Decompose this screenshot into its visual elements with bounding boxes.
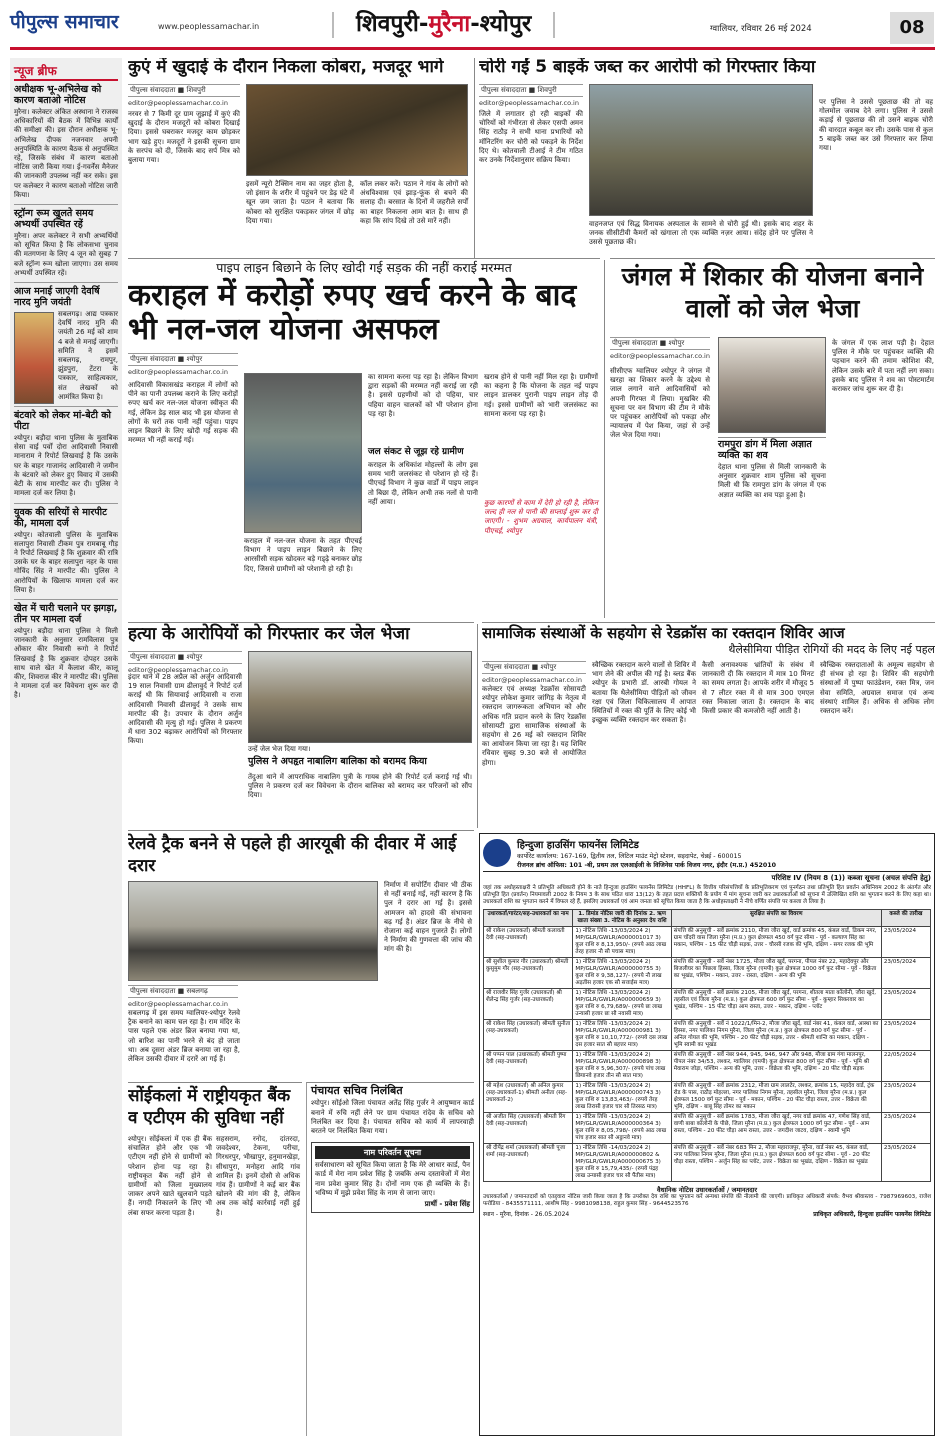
bikes-col-1: जिले में लगातार हो रही बाइकों की चोरियों को गंभीरता से लेकर एसपी अमन सिंह राठौड़ ने सभी थाना प्रभारियों को मॉनिटरिंग कर चोरी को पकड़ने के निर्देश दिए थे। कोतवाली टीआई ने टीम गठित कर उनके निर्देशानुसार सक्रिय किया। bbox=[479, 110, 583, 165]
rail-underbridge-story bbox=[128, 830, 474, 1078]
notice-footer-head: वैधानिक नोटिस उधारकर्ताओं / जमानतदार bbox=[656, 1186, 758, 1194]
notice-cell: 1) नोटिस तिथि -13/03/2024 2) MP/GLR/GWLR/A000000981 3) कुल राशि रु 10,10,772/- (रुपये दस लाख दस हजार सात सौ बहत्तर मात्र) bbox=[573, 1020, 671, 1051]
table-row bbox=[484, 1020, 931, 1051]
possession-date-cell: 23/05/2024 bbox=[881, 1144, 930, 1182]
blood-col-1: कलेक्टर एवं अध्यक्ष रेडक्रॉस सोसायटी श्योपुर लोकेश कुमार जांगिड़ के नेतृत्व में रक्तदान जागरूकता अभियान को और अधिक गति प्रदान करने के लिए रेडक्रॉस सोसायटी द्वारा सामाजिक संस्थाओं के सहयोग से 26 मई को रक्तदान शिविर का आयोजन किया जा रहा है। यह शिविर रविवार सुबह 9.30 बजे से आयोजित होगा। bbox=[482, 685, 586, 767]
email: editor@peoplessamachar.co.in bbox=[128, 1000, 228, 1008]
pipeline-photo bbox=[244, 373, 362, 533]
brief-body: सबलगढ़। आद्य पत्रकार देवर्षि नारद मुनि की जयंती 26 मई को शाम 4 बजे से मनाई जाएगी। समिति ने इसमें सबलगढ़, रामपुर, झुंडपुरा, टेंटरा के पत्रकार, साहित्यकार, संत लेखकों को आमंत्रित किया है। bbox=[58, 310, 118, 401]
name-change-sign: प्रार्थी - प्रवेश सिंह bbox=[424, 1199, 470, 1208]
table-row bbox=[484, 1051, 931, 1082]
brief-body: श्योपुर। कोतवाली पुलिस के मुताबिक सलापुरा निवासी टीकम पुत्र रामबाबू गौड़ ने रिपोर्ट लिखवाई है कि शुक्रवार की रात्रि उसके घर के बाहर सलापुरा नहर के पास गोविंद सिंह ने मारपीट की। पुलिस ने आरोपियों के खिलाफ मामला दर्ज कर लिया है। bbox=[14, 530, 118, 594]
blood-col-2: स्वैच्छिक रक्तदान करने वालों से शिविर में भाग लेने की अपील की गई है। ब्लड बैंक श्योपुर के प्रभारी डॉ. आरबी गोयल ने बताया कि थैलेसीमिया पीड़ितों को जीवन रक्षा एवं जिला चिकित्सालय में आपात स्थितियों में रक्त की पूर्ति के लिए कोई भी इच्छुक व्यक्ति रक्तदान कर सकता है। bbox=[592, 661, 696, 725]
notice-footer-text: उधारकर्ताओं / जमानतदारों को एतद्द्वारा नोटिस जारी किया जाता है कि उपरोक्त देय राशि का भुगतान करें अन्यथा संपत्ति की नीलामी की जाएगी। प्राधिकृत अधिकारी संपर्क: वैभव श्रीवास्तव - 7987969603, राजेश फरोडिया - 8435571111, आशीष सिंह - 9981098138, राहुल कुमार सिंह - 9644523576 bbox=[483, 1194, 931, 1207]
pipeline-quote: कुछ कारणों से काम में देरी हो रही है, लेकिन जल्द ही नल से पानी की सप्लाई शुरू कर दी जाएगी। - शुभम अग्रवाल, कार्यपालन यंत्री, पीएचई, श्योपुर bbox=[484, 499, 598, 535]
bank-story bbox=[128, 1082, 302, 1436]
bikes-photo bbox=[589, 84, 813, 216]
hinduja-possession-notice bbox=[479, 833, 935, 1436]
notice-intro: जहां तक अधोहस्ताक्षरी ने प्रतिभूति अधिकारी होने के नाते हिन्दुजा हाउसिंग फायनेंस लिमिटेड (HHFL) के वित्तीय परिसंपत्तियों के प्रतिभूतिकरण एवं पुनर्गठन तथा प्रतिभूति हित प्रवर्तन अधिनियम 2002 के अंतर्गत और प्रतिभूति हित (प्रवर्तन) नियमावली 2002 के नियम 3 के साथ पठित धारा 13(12) के तहत प्रदत्त शक्तियों के प्रयोग में मांग सूचना जारी कर उधारकर्ताओं को सूचना में उल्लिखित राशि का भुगतान करने के लिए कहा था। उधारकर्ता राशि का भुगतान करने में विफल रहे हैं, इसलिए उधारकर्ता एवं आम जनता को सूचित किया जाता है कि अधोहस्ताक्षरी ने नीचे वर्णित संपत्ति पर कब्जा ले लिया है। bbox=[483, 885, 931, 905]
region-title: शिवपुरी-मुरैना-श्योपुर bbox=[332, 12, 555, 38]
hunting-col-3: देहात थाना पुलिस से मिली जानकारी के अनुसार शुक्रवार शाम पुलिस को सूचना मिली थी कि रामपुरा डांग के जंगल में एक अज्ञात व्यक्ति का शव पड़ा हुआ है। bbox=[718, 463, 826, 499]
byline: पीपुल्स संवाददाता ■ सबलगढ़ bbox=[128, 985, 238, 998]
brief-body: श्योपुर। बड़ौदा थाना पुलिस के मुताबिक सेसा वाई पर्वों दोरा आदिवासी निवासी मानाराम ने रिपोर्ट लिखवाई है कि उसके घर के बाहर गाजानंद आदिवासी ने जमीन के बंटवारे को लेकर हुए विवाद में उसकी बेटी के साथ मारपीट कर दी। पुलिस ने मामला दर्ज कर लिया है। bbox=[14, 434, 118, 498]
cobra-col-2: इसमें न्यूरो टैक्सिन नाम का जहर होता है, जो इंसान के शरीर में पहुंचने पर डेढ़ घंटे में खून जम जाता है। पठान ने बताया कि कोबरा को सुरक्षित पकड़कर जंगल में छोड़ दिया गया। bbox=[246, 180, 354, 225]
hinduja-logo-icon bbox=[483, 839, 511, 867]
panchayat-story bbox=[306, 1082, 474, 1436]
property-cell: संपत्ति की अनुसूची - सर्वे क्रमांक 2312, मौजा ग्राम लालटेर, लश्कर, क्रमांक 15, महादेव वार्ड, ट्रंक रोड के पास, राठौड़ मोहल्ला, नगर पालिका निगम मुरैना, तहसील मुरैना, जिला मुरैना (म.प्र.) कुल क्षेत्रफल 1500 वर्ग फुट सीमा - पूर्व - मकान, पश्चिम - 20 फीट चौड़ा रास्ता, उत्तर - विक्रेता की भूमि, दक्षिण - बाबू सिंह तोमर का मकान bbox=[671, 1082, 881, 1113]
possession-date-cell: 23/05/2024 bbox=[881, 958, 930, 989]
bikes-side-col: पर पुलिस ने उससे पूछताछ की तो वह गोलमोल जवाब देने लगा। पुलिस ने उससे कड़ाई से पूछताछ की तो उसने बाइक चोरी की वारदात कबूल कर ली। उसके पास से कुल 5 बाइकें जब्त कर उसे गिरफ्तार कर लिया गया। bbox=[819, 98, 933, 153]
pipeline-col-4: खराब होने से पानी नहीं मिल रहा है। ग्रामीणों का कहना है कि योजना के तहत नई पाइप लाइन डालकर पुरानी पाइप लाइन तोड़ दी गई। इससे ग्रामीणों को भारी जलसंकट का सामना करना पड़ रहा है। bbox=[484, 373, 598, 418]
email: editor@peoplessamachar.co.in bbox=[128, 368, 228, 376]
notice-signatory: प्राधिकृत अधिकारी, हिन्दुजा हाउसिंग फायनेंस लिमिटेड bbox=[813, 1211, 931, 1218]
narad-muni-photo bbox=[14, 312, 54, 404]
table-row bbox=[484, 927, 931, 958]
blood-camp-story bbox=[482, 622, 935, 830]
notice-address-1: कार्पोरेट कार्यालय: 167-169, द्वितीय तल, लिटिल माउंट मेट्रो स्टेशन, सइदापेट, चेन्नई - 600015 bbox=[517, 853, 742, 860]
property-cell: संपत्ति की अनुसूची - सर्वे नंबर 944, 945, 946, 947 और 948, मौजा ग्राम गंगा मालनपुर, पीपल नंबर 34/53, लश्कर, ग्वालियर (एमपी) कुल क्षेत्रफल 800 वर्ग फुट सीमा - पूर्व - भूमि श्री मेवाराम जोड़ा, पश्चिम - अन्य की भूमि, उत्तर - विक्रेता की भूमि, दक्षिण - 20 फीट चौड़ी सड़क bbox=[671, 1051, 881, 1082]
name-change-body: सर्वसाधारण को सूचित किया जाता है कि मेरे आधार कार्ड, पैन कार्ड में मेरा नाम प्रवेश सिंह है जबकि अन्य दस्तावेजों में मेरा नाम प्रवेश कुमार सिंह है। दोनों नाम एक ही व्यक्ति के हैं। भविष्य में मुझे प्रवेश सिंह के नाम से जाना जाए। bbox=[315, 1161, 470, 1197]
borrower-cell: श्री महेश (उधारकर्ता) श्री अनिल कुमार (सह-उधारकर्ता-1) श्रीमती अनीता (सह-उधारकर्ता-2) bbox=[484, 1082, 573, 1113]
table-row bbox=[484, 958, 931, 989]
notice-cell: 1) नोटिस तिथि -13/03/2024 2) MP/GLR/GWLR/A000000743 3) कुल राशि रु 13,83,463/- (रुपये तेरह लाख तिरासी हजार चार सौ तिरसठ मात्र) bbox=[573, 1082, 671, 1113]
brief-headline: आज मनाई जाएगी देवर्षि नारद मुनि जयंती bbox=[14, 286, 100, 309]
borrower-cell: श्री राकेश सिंह (उधारकर्ता) श्रीमती सुनीता (सह-उधारकर्ता) bbox=[484, 1020, 573, 1051]
column-header: 1. डिमांड नोटिस जारी की दिनांक 2. ऋण खाता संख्या 3. नोटिस के अनुसार देय राशि bbox=[573, 910, 671, 927]
page-number: 08 bbox=[890, 12, 934, 44]
column-rule bbox=[477, 624, 478, 828]
property-cell: संपत्ति की अनुसूची - सर्वे क्रमांक 2110, मौजा जौरा खुर्द, वार्ड क्रमांक 45, कंबल वार्ड, डिकम नगर, ग्राम चोंदरी वास जिला मुरैना (म.प्र.) कुल क्षेत्रफल 450 वर्ग फुट सीमा - पूर्व - कल्याण सिंह का मकान, पश्चिम - 15 फीट चौड़ी सड़क, उत्तर - चौरसी रजक की भूमि, दक्षिण - सगर रजक की भूमि bbox=[671, 927, 881, 958]
hunting-col-2: के जंगल में एक लाश पड़ी है। देहात पुलिस ने मौके पर पहुंचकर व्यक्ति की पहचान करने की तमाम कोशिश की, लेकिन उसके बारे में पता नहीं लग सका। इसके बाद पुलिस ने शव का पोस्टमार्टम कराकर जांच शुरू कर दी है। bbox=[832, 339, 934, 394]
borrower-cell: श्री अजीत सिंह (उधारकर्ता) श्रीमती रिंग देवी (सह-उधारकर्ता) bbox=[484, 1113, 573, 1144]
email: editor@peoplessamachar.co.in bbox=[479, 99, 579, 107]
email: editor@peoplessamachar.co.in bbox=[610, 352, 710, 360]
byline: पीपुल्स संवाददाता ■ श्योपुर bbox=[610, 337, 710, 350]
notice-place-date: स्थान - मुरैना, दिनांक - 26.05.2024 bbox=[483, 1211, 570, 1218]
hunting-headline: जंगल में शिकार की योजना बनाने वालों को जेल भेजा bbox=[621, 262, 924, 323]
brief-item bbox=[14, 84, 118, 200]
property-cell: संपत्ति की अनुसूची - सर्वे नंबर 683 मिन 2, मौजा महाराजपुर, मुरैना, वार्ड नंबर 45, कंबल वार्ड, नगर पालिका निगम मुरैना, जिला मुरैना (म.प्र.) कुल क्षेत्रफल 600 वर्ग फुट सीमा - पूर्व - 20 फीट चौड़ा रास्ता, पश्चिम - अर्जुन सिंह का प्लॉट, उत्तर - विक्रेता का भूखंड, दक्षिण - विक्रेता का भूखंड bbox=[671, 1144, 881, 1182]
masthead bbox=[10, 8, 935, 50]
rail-col-1: सबलगढ़ में इस समय ग्वालियर-श्योपुर रेलवे ट्रैक बनाने का काम चल रहा है। राम मंदिर के पास पहले एक अंडर ब्रिज बनाया गया था, जो बारिश का पानी भरने से बंद हो जाता था। अब दूसरा अंडर ब्रिज बनाया जा रहा है, लेकिन उसकी दीवार में दरारें आ गई हैं। bbox=[128, 1009, 240, 1064]
notice-company: हिन्दुजा हाउसिंग फायनेंस लिमिटेड bbox=[517, 840, 639, 851]
email: editor@peoplessamachar.co.in bbox=[128, 666, 228, 674]
column-header: कब्जे की तारीख bbox=[881, 910, 930, 927]
bikes-headline: चोरी गईं 5 बाइकें जब्त कर आरोपी को गिरफ्तार किया bbox=[479, 58, 816, 77]
brief-item bbox=[14, 599, 118, 701]
property-cell: संपत्ति की अनुसूची - सर्वे नंबर 1725, मौजा जौरा खुर्द, परगना, पीपल नंबर 22, महादेवपुर और बिजलीघर का पिछला हिस्सा, जिला मुरैना (एमपी) कुल क्षेत्रफल 1000 वर्ग फुट सीमा - पूर्व - विक्रेता का भूखंड, पश्चिम - मकान, उत्तर - रास्ता, दक्षिण - अन्य की भूमि bbox=[671, 958, 881, 989]
panchayat-headline: पंचायत सचिव निलंबित bbox=[311, 1084, 403, 1097]
brief-headline: खेत में चारी चलाने पर झगड़ा, तीन पर मामला दर्ज bbox=[14, 602, 118, 625]
bank-col-2: सहसराम, रनोद, दांतरदा, जवदेश्वर, टेकना, परीचा, गिरधरपुर, भीखापुर, हनुमानखेड़ा, सीधापुरा, मनोहरा आदि गांव शामिल हैं। इनमें दोसौ से अधिक गांव हैं। ग्रामीणों ने कई बार बैंक खोलने की मांग की है, लेकिन अब तक कोई कार्रवाई नहीं हुई है। bbox=[216, 1135, 300, 1217]
pipeline-story bbox=[128, 258, 600, 620]
property-cell: संपत्ति की अनुसूची - सर्वे क्रमांक 1783, मौजा जौरा खुर्द, नगर वार्ड क्रमांक 47, गणेश सिंह वार्ड, वाणी बाबा कॉलोनी के पीछे, जिला मुरैना (म.प्र.) कुल क्षेत्रफल 1000 वर्ग फुट सीमा - पूर्व - आम रास्ता, पश्चिम - 20 फीट चौड़ा आम रास्ता, उत्तर - जगदीश जाटव, दक्षिण - स्वामी भूमि bbox=[671, 1113, 881, 1144]
bank-headline: सोंईकलां में राष्ट्रीयकृत बैंक व एटीएम की सुविधा नहीं bbox=[128, 1086, 291, 1128]
hunting-col-1: सीसीएफ ग्वालियर श्योपुर ने जंगल में खरहा का शिकार करने के उद्देश्य से जाल लगाने वाले आदिवासियों को अपनी गिरफ्त में लिया। मुखबिर की सूचना पर वन विभाग की टीम ने मौके पर पहुंचकर आरोपियों को पकड़ा और न्यायालय में पेश किया, जहां से उन्हें जेल भेज दिया गया। bbox=[610, 367, 710, 440]
hunting-subhead: रामपुरा डांग में मिला अज्ञात व्यक्ति का शव bbox=[718, 437, 826, 461]
notice-header bbox=[483, 837, 931, 872]
property-cell: संपत्ति की अनुसूची - सर्वे नं 1022/1/मिन-2, मौजा जौरा खुर्द, वार्ड नंबर 41, कंबल वार्ड, आस्था का हिस्सा, नगर पालिका निगम मुरैना, जिला मुरैना (म.प्र.) कुल क्षेत्रफल 800 वर्ग फुट सीमा - पूर्व - अनिल गोयल की भूमि, पश्चिम - 20 फीट चौड़ी सड़क, उत्तर - श्रीमती शान्ति का मकान, दक्षिण - भूमि स्वामी का भूखंड bbox=[671, 1020, 881, 1051]
bank-col-1: श्योपुर। सोंईकलां में एक ही बैंक संचालित होने और एक भी एटीएम नहीं होने से ग्रामीणों को परेशान होना पड़ रहा है। राष्ट्रीयकृत बैंक नहीं होने से ग्रामीणों को जिला मुख्यालय जाकर अपने खाते खुलवाने पड़ते हैं। नगदी निकालने के लिए भी लंबा सफर करना पड़ता है। bbox=[128, 1135, 212, 1217]
brief-body: मुरैना। अपर कलेक्टर ने सभी अभ्यर्थियों को सूचित किया है कि लोकसभा चुनाव की मतगणना के लिए 4 जून को सुबह 7 बजे स्ट्रॉन्ग रूम खोला जाएगा। उस समय अभ्यर्थी उपस्थित रहें। bbox=[14, 232, 118, 277]
borrower-cell: श्री सुशील कुमार गौर (उधारकर्ता) श्रीमती कुसुमुम गौर (सह-उधारकर्ता) bbox=[484, 958, 573, 989]
notice-address-2: रीजनल ब्रांच ऑफिस: 101 -बी, प्रथम तल एलआईजी के विजिनेस पार्क विजय नगर, इंदौर (म.प्र.) 452010 bbox=[517, 862, 776, 869]
possession-date-cell: 22/05/2024 bbox=[881, 1051, 930, 1082]
brief-headline: बंटवारे को लेकर मां-बेटी को पीटा bbox=[14, 410, 111, 433]
notice-cell: 1) नोटिस तिथि -13/03/2024 2) MP/GLR/GWLR/A000000898 3) कुल राशि रु 5,96,307/- (रुपये पांच लाख छियानवे हजार तीन सौ सात मात्र) bbox=[573, 1051, 671, 1082]
murder-caption: उन्हें जेल भेज दिया गया। bbox=[248, 745, 311, 753]
table-row bbox=[484, 1144, 931, 1182]
brief-headline: अधीक्षक भू-अभिलेख को कारण बताओ नोटिस bbox=[14, 84, 102, 106]
email: editor@peoplessamachar.co.in bbox=[482, 676, 582, 684]
table-row bbox=[484, 989, 931, 1020]
cobra-photo bbox=[246, 84, 468, 176]
murder-subhead: पुलिस ने अपहृत नाबालिग बालिका को बरामद किया bbox=[248, 756, 427, 767]
blood-headline: सामाजिक संस्थाओं के सहयोग से रेडक्रॉस का रक्तदान शिविर आज bbox=[482, 624, 845, 642]
byline: पीपुल्स संवाददाता ■ श्योपुर bbox=[128, 353, 238, 366]
murder-photo bbox=[248, 651, 472, 743]
column-rule bbox=[604, 260, 605, 618]
notice-signoff bbox=[483, 1210, 931, 1218]
brief-body: श्योपुर। बड़ौदा थाना पुलिस ने मिली जानकारी के अनुसार रामविलास पुत्र ओंकार कीर निवासी रूगो ने रिपोर्ट लिखवाई है कि शुक्रवार दोपहर उसके साथ वाले खेत में कैलाश कीर, कालू कीर, शिवराज कीर ने मारपीट की। पुलिस ने मामला दर्ज कर विवेचना शुरू कर दी है। bbox=[14, 626, 118, 700]
hunting-photo bbox=[718, 337, 826, 433]
email: editor@peoplessamachar.co.in bbox=[128, 99, 228, 107]
paper-logo: पीपुल्स समाचार bbox=[10, 11, 119, 33]
possession-date-cell: 23/05/2024 bbox=[881, 1082, 930, 1113]
brief-headline: युवक की सरियों से मारपीट की, मामला दर्ज bbox=[14, 506, 107, 529]
hunting-story bbox=[610, 258, 935, 620]
brief-item bbox=[14, 406, 118, 498]
dateline: ग्वालियर, रविवार 26 मई 2024 bbox=[710, 24, 812, 34]
murder-story bbox=[128, 622, 474, 830]
table-row bbox=[484, 1113, 931, 1144]
possession-date-cell: 23/05/2024 bbox=[881, 1020, 930, 1051]
pipeline-headline: कराहल में करोड़ों रुपए खर्च करने के बाद भी नल-जल योजना असफल bbox=[128, 278, 577, 347]
brief-headline: स्ट्रॉन्ग रूम खुलते समय अभ्यर्थी उपस्थित रहें bbox=[14, 208, 94, 231]
notice-cell: 1) नोटिस तिथि -13/03/2024 2) MP/GLR/GWLR/A000000364 3) कुल राशि रु 8,05,798/- (रुपये आठ लाख पांच हजार सात सौ अट्ठानवे मात्र) bbox=[573, 1113, 671, 1144]
cobra-col-1: नरवर से 7 किमी दूर ग्राम जुझाई में कुएं की खुदाई के दौरान मजदूरों को कोबरा दिखाई दिया। इससे घबराकर मजदूर काम छोड़कर भाग खड़े हुए। मजदूरों ने इसकी सूचना ग्राम के सरपंच को दी, जिसके बाद सर्प मित्र को बुलाया गया। bbox=[128, 110, 240, 165]
possession-date-cell: 23/05/2024 bbox=[881, 989, 930, 1020]
site-url: www.peoplessamachar.in bbox=[158, 22, 260, 31]
pipeline-col-1: आदिवासी विकासखंड कराहल में लोगों को पीने का पानी उपलब्ध कराने के लिए करोड़ों रुपए खर्च कर नल-जल योजना स्वीकृत की गई, लेकिन डेढ़ साल बाद भी इस योजना से लोगों के घरों तक पानी नहीं पहुंचा। पाइप लाइन बिछाने के लिए खोदी गई सड़क की मरम्मत भी नहीं कराई गई। bbox=[128, 381, 238, 445]
pipeline-caption: कराहल में नल-जल योजना के तहत पीएचई विभाग ने पाइप लाइन बिछाने के लिए आरसीसी सड़क खोदकर बड़े गड्ढ़े बनाकर छोड़ दिए, जिससे ग्रामीणों को परेशानी हो रही है। bbox=[244, 537, 362, 573]
borrower-cell: श्री राकेश (उधारकर्ता) श्रीमती कलावती देवी (सह-उधारकर्ता) bbox=[484, 927, 573, 958]
table-row bbox=[484, 1082, 931, 1113]
possession-date-cell: 23/05/2024 bbox=[881, 1113, 930, 1144]
brief-body: मुरैना। कलेक्टर अंकित अस्थाना ने राजस्व अधिकारियों की बैठक में विभिन्न कार्यों की समीक्षा की। इस दौरान अधीक्षक भू-अभिलेख दीपक नजनवार अपनी अनुपस्थिति के कारण बैठक से अनुपस्थित रहे, जिसके संबंध में कारण बताओ नोटिस जारी किया गया। ई-गवर्नेंस मैनेजर की जानकारी उपलब्ध नहीं कर सके। इस पर कलेक्टर ने कारण बताओ नोटिस जारी किया। bbox=[14, 108, 118, 199]
pipeline-kicker: पाइप लाइन बिछाने के लिए खोदी गई सड़क की नहीं कराई मरम्मत bbox=[216, 260, 512, 275]
notice-table bbox=[483, 909, 931, 1182]
murder-headline: हत्या के आरोपियों को गिरफ्तार कर जेल भेजा bbox=[128, 624, 410, 644]
rail-headline: रेलवे ट्रैक बनने से पहले ही आरयूबी की दीवार में आई दरार bbox=[128, 834, 457, 876]
pipeline-subhead: जल संकट से जूझ रहे ग्रामीण bbox=[368, 447, 464, 457]
property-cell: संपत्ति की अनुसूची - सर्वे क्रमांक 2105, मौजा जौरा खुर्द, परगना, शीतला माता कॉलोनी, जौरा खुर्द, तहसील एवं जिला मुरैना (म.प्र.) कुल क्षेत्रफल 600 वर्ग फुट सीमा - पूर्व - कुम्हार सिकरवार का भूखंड, पश्चिम - 15 फीट चौड़ा आम रास्ता, उत्तर - मकान, दक्षिण - प्लॉट bbox=[671, 989, 881, 1020]
blood-col-4: स्वैच्छिक रक्तदाताओं के अमूल्य सहयोग से ही संभव हो रहा है। शिविर की सहयोगी संस्थाओं में पुष्पा फाउंडेशन, रक्त मित्र, जन सेवा समिति, अग्रवाल समाज एवं अन्य संस्थाएं शामिल हैं। अधिक से अधिक लोग रक्तदान करें। bbox=[820, 661, 934, 716]
news-brief-column bbox=[10, 58, 122, 1436]
borrower-cell: श्री पप्पन पाल (उधारकर्ता) श्रीमती पुष्पा देवी (सह-उधारकर्ता) bbox=[484, 1051, 573, 1082]
rail-photo bbox=[128, 881, 378, 981]
byline: पीपुल्स संवाददाता ■ शिवपुरी bbox=[128, 84, 240, 97]
borrower-cell: श्री राजवीर सिंह गुर्जर (उधारकर्ता) श्री शैलेन्द्र सिंह गुर्जर (सह-उधारकर्ता) bbox=[484, 989, 573, 1020]
borrower-cell: श्री दीपेंद्र शर्मा (उधारकर्ता) श्रीमती पूजा शर्मा (सह-उधारकर्ता) bbox=[484, 1144, 573, 1182]
name-change-notice bbox=[311, 1142, 474, 1213]
murder-col-1: इंदार थाने में 28 अप्रैल को अर्जुन आदिवासी 19 साल निवासी ग्राम ढीलावुर्द ने रिपोर्ट दर्ज कराई थी कि सियावाई आदिवासी व राजा आदिवासी निवासी ढीलावुर्द ने उसके साथ मारपीट की है। उपचार के दौरान अर्जुन आदिवासी की मृत्यु हो गई। पुलिस ने प्रकरण में धारा 302 बढ़ाकर आरोपियों को गिरफ्तार किया। bbox=[128, 673, 242, 746]
cobra-headline: कुएं में खुदाई के दौरान निकला कोबरा, मजदूर भागे bbox=[128, 58, 444, 77]
notice-cell: 1) नोटिस तिथि -13/03/2024 2) MP/GLR/GWLR/A000000755 3) कुल राशि रु 9,38,127/- (रुपये नौ लाख अड़तीस हजार एक सौ सत्ताईस मात्र) bbox=[573, 958, 671, 989]
notice-cell: 1) नोटिस तिथि -14/03/2024 2) MP/GLR/GWLR/A000000802 & MP/GLR/GWLR/A000000675 3) कुल राशि रु 15,79,435/- (रुपये पंद्रह लाख उन्यासी हजार चार सौ पैंतीस मात्र) bbox=[573, 1144, 671, 1182]
pipeline-col-2: का सामना करना पड़ रहा है। लेकिन विभाग द्वारा सड़कों की मरम्मत नहीं कराई जा रही है। इससे ग्रहणीयों को दो पहिया, चार पहिया वाहन चालकों को भी परेशान होना पड़ रहा है। bbox=[368, 373, 478, 418]
name-change-head: नाम परिवर्तन सूचना bbox=[315, 1146, 470, 1159]
byline: पीपुल्स संवाददाता ■ शिवपुरी bbox=[479, 84, 583, 97]
notice-table-header bbox=[484, 910, 931, 927]
cobra-story bbox=[128, 58, 470, 263]
blood-col-3: कैसी अनावश्यक भ्रांतियों के संबंध में जानकारी दी कि रक्तदान में मात्र 10 मिनट का समय लगता है। आपके शरीर में मौजूद 5 से 7 लीटर रक्त में से मात्र 300 एमएल रक्त निकाला जाता है। रक्तदान के बाद किसी प्रकार की कमजोरी नहीं आती है। bbox=[702, 661, 814, 716]
pipeline-col-3: कराहल के अधिकांश मोहल्लों के लोग इस समय भारी जलसंकट से परेशान हो रहे हैं। पीएचई विभाग ने कुछ वार्डों में पाइप लाइन तो बिछा दी, लेकिन अभी तक नलों से पानी नहीं आया। bbox=[368, 461, 478, 506]
notice-cell: 1) नोटिस तिथि -13/03/2024 2) MP/GLR/GWLR/A000000659 3) कुल राशि रु 6,79,689/- (रुपये छः लाख उन्यासी हजार छः सौ नवासी मात्र) bbox=[573, 989, 671, 1020]
panchayat-body: श्योपुर। सोंईओ जिला पंचायत अतेंद्र सिंह गुर्जर ने आयुष्मान कार्ड बनाने में रुचि नहीं लेने पर ग्राम पंचायत रांदेव के सचिव को निलंबित कर दिया है। पंचायत सचिव को कार्य में लापरवाही बरतने पर निलंबित किया गया। bbox=[311, 1099, 474, 1135]
blood-deck: थैलेसीमिया पीड़ित रोगियों की मदद के लिए नई पहल bbox=[728, 642, 935, 656]
brief-item bbox=[14, 282, 118, 402]
notice-title: परिशिष्ट IV (नियम 8 (1)) कब्जा सूचना (अचल संपत्ति हेतु) bbox=[771, 874, 931, 882]
news-brief-label: न्यूज ब्रीफ bbox=[14, 62, 118, 81]
column-header: सुरक्षित संपत्ति का विवरण bbox=[671, 910, 881, 927]
column-rule bbox=[474, 58, 475, 258]
notice-cell: 1) नोटिस तिथि -13/03/2024 2) MP/GLR/GWLR/A000001017 3) कुल राशि रु 8,13,950/- (रुपये आठ लाख तेरह हजार नौ सौ पचास मात्र) bbox=[573, 927, 671, 958]
bikes-caption: वाहनजप्त एवं सिद्ध विनायक अस्पताल के सामने से चोरी हुई थी। इसके बाद शहर के जनक सीसीटीवी कैमरों को खंगाला तो एक व्यक्ति नज़र आया। संदेह होने पर पुलिस ने उससे पूछताछ की। bbox=[589, 220, 813, 247]
column-header: उधारकर्ता/गारंटर/सह-उधारकर्ता का नाम bbox=[484, 910, 573, 927]
byline: पीपुल्स संवाददाता ■ श्योपुर bbox=[482, 661, 586, 674]
brief-item bbox=[14, 503, 118, 595]
possession-date-cell: 23/05/2024 bbox=[881, 927, 930, 958]
cobra-col-3: कॉल लकर करें। पठान ने गांव के लोगों को अंधविश्वास एवं झाड़-फूंक से बचने की सलाह दी। बरसात के दिनों में जहरीले सर्पों का बाहर निकलना आम बात है। साथ ही कहा कि सांप दिखे तो उसे मारें नहीं। bbox=[360, 180, 468, 225]
brief-item bbox=[14, 204, 118, 278]
rail-col-2: निर्माण में सपोर्टिंग दीवार भी ठीक से नहीं बनाई गई, नहीं कारण है कि पुल ने दरार आ गई है। इससे आमजन को हादसे की संभावना बढ़ गई है। अंडर ब्रिज के नीचे से रोजाना कई वाहन गुजरते हैं। लोगों ने निर्माण की गुणवत्ता की जांच की मांग की है। bbox=[384, 881, 472, 954]
byline: पीपुल्स संवाददाता ■ श्योपुर bbox=[128, 651, 242, 664]
bikes-story bbox=[479, 58, 935, 263]
murder-col-2: तेंदुआ थाने में आपराधिक नाबालिग पुत्री के गायब होने की रिपोर्ट दर्ज कराई गई थी। पुलिस ने प्रकरण दर्ज कर विवेचना के दौरान बालिका को बरामद कर परिजनों को सौंप दिया। bbox=[248, 773, 472, 800]
